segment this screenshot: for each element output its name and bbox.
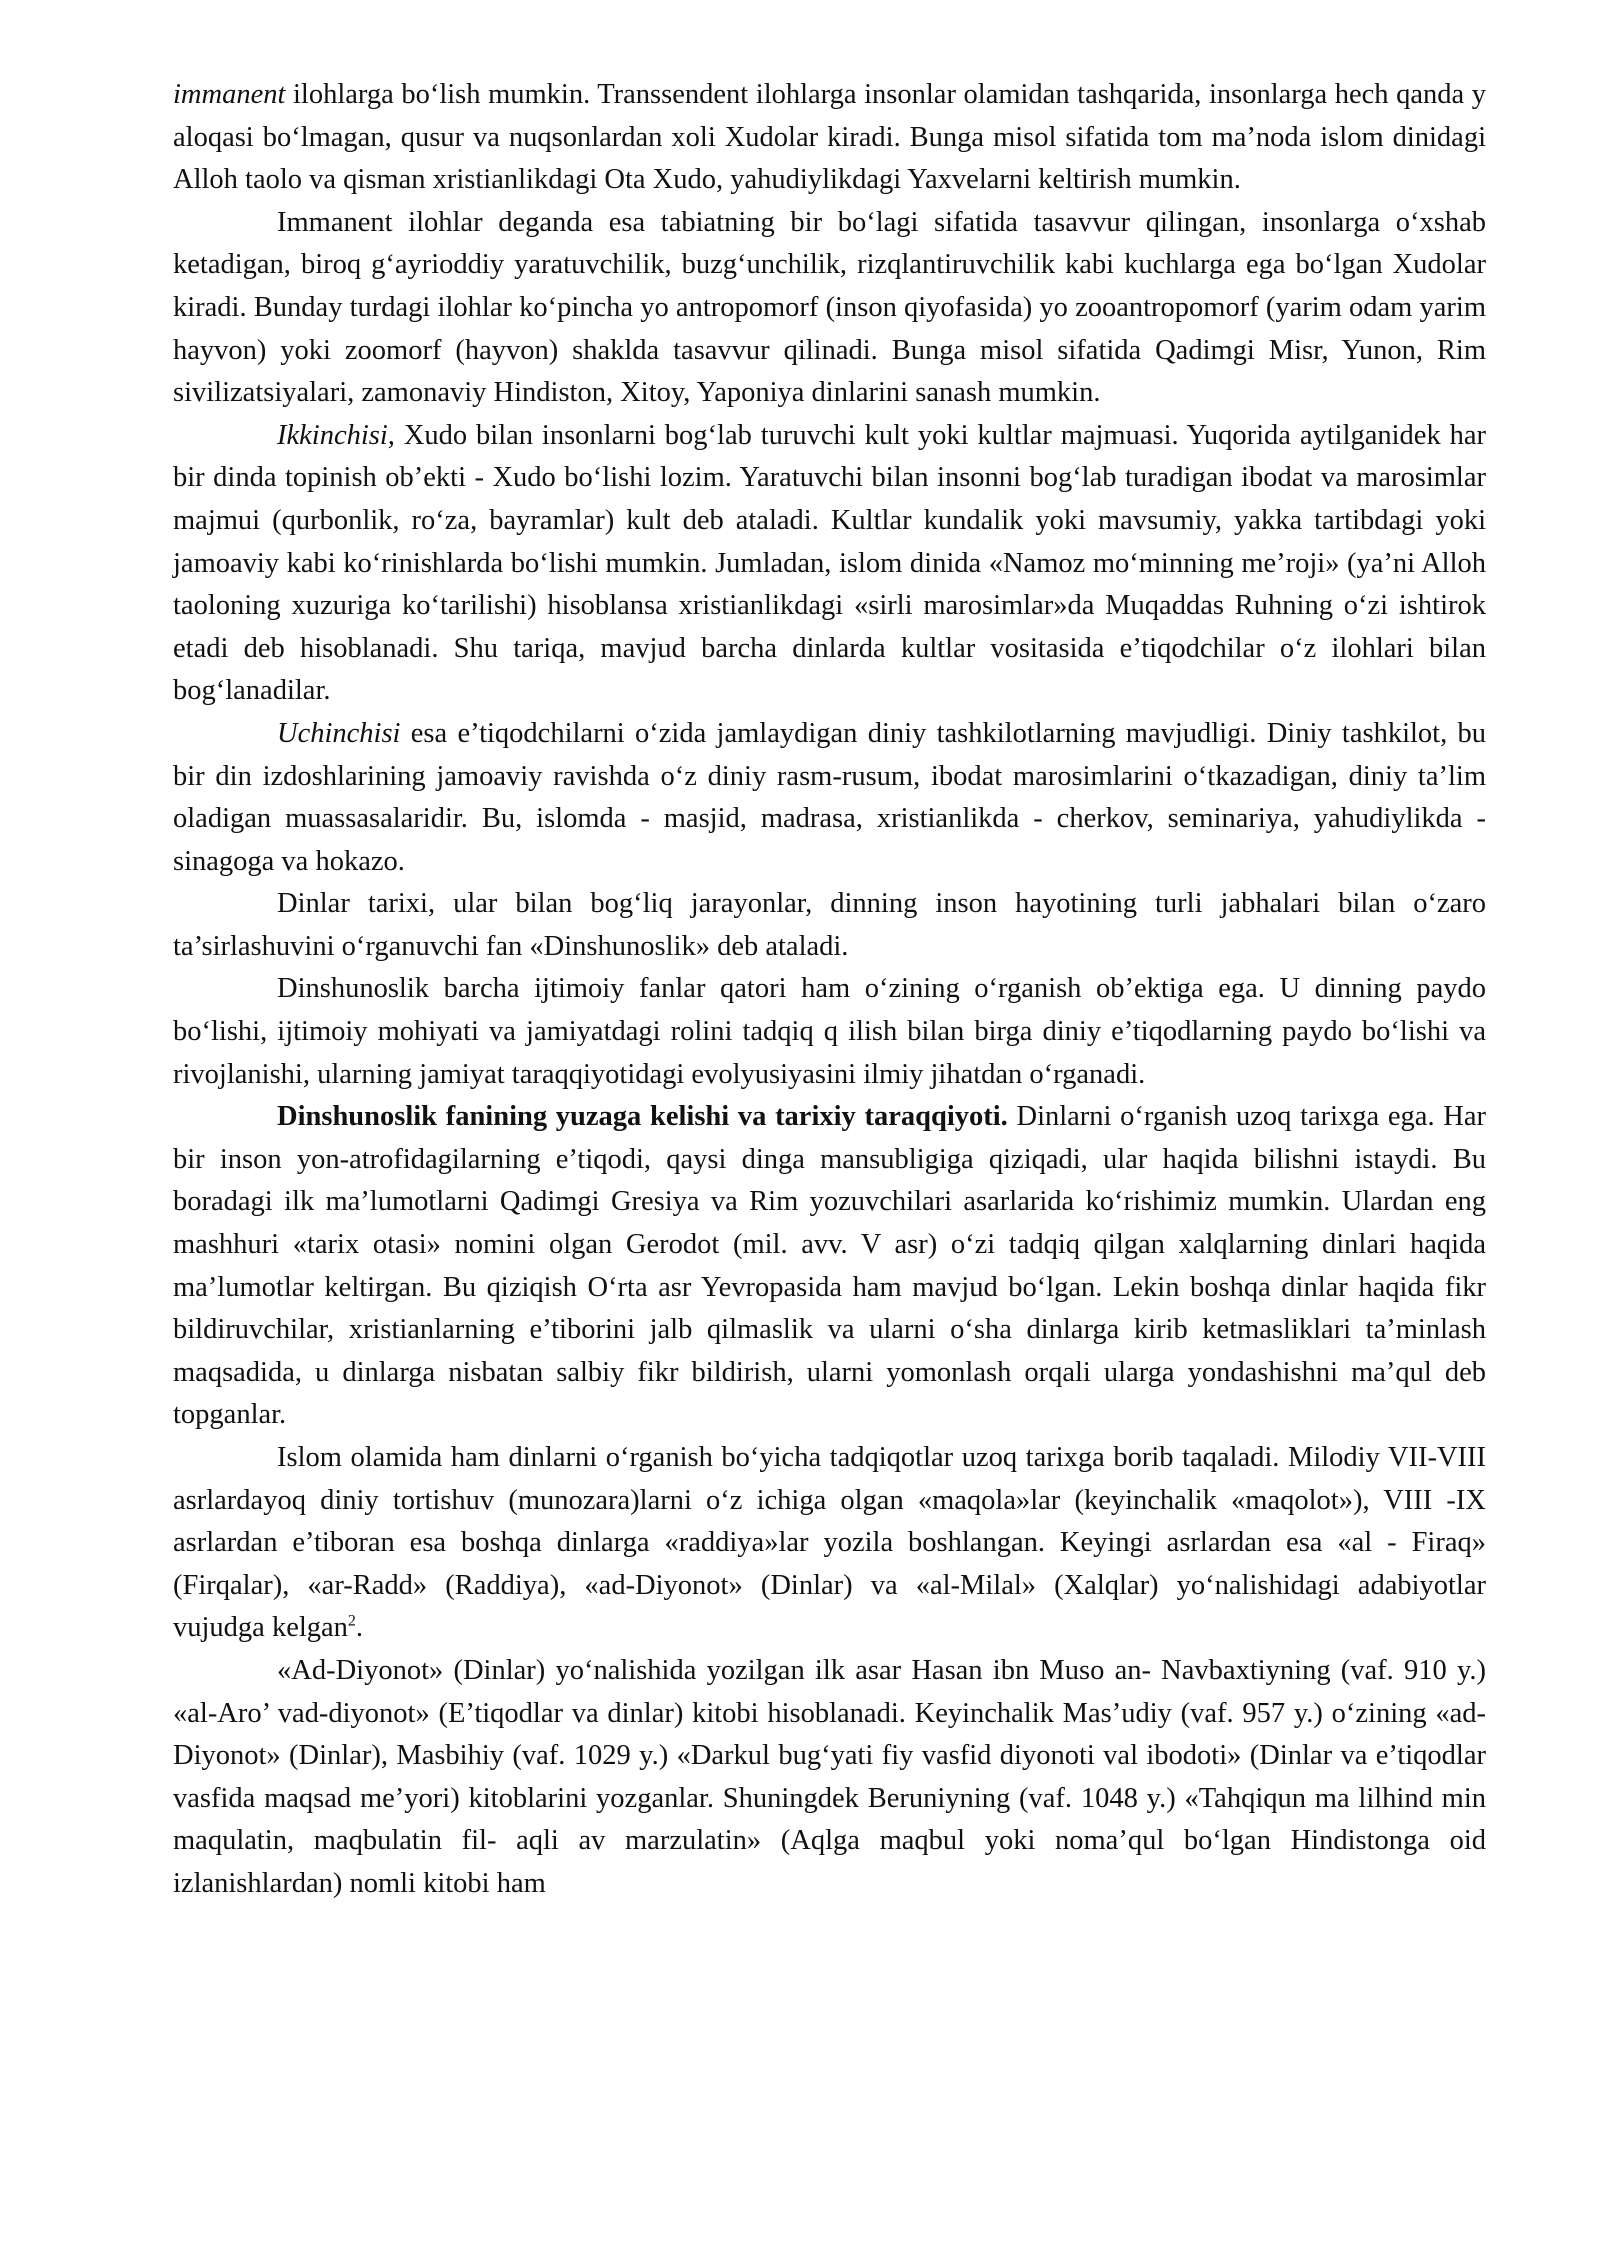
italic-term: Uchinchisi: [277, 717, 401, 749]
paragraph-text: Dinshunoslik barcha ijtimoiy fanlar qatori ham o‘zining o‘rganish ob’ektiga ega. U dinning paydo bo‘lishi, ijtimoiy mohiyati va jamiyatdagi rolini tadqiq q ilish bilan birga diniy e’tiqodlarning paydo bo‘lishi va rivojlanishi, ularning jamiyat taraqqiyotidagi evolyusiyasini ilmiy jihatdan o‘rganadi.: [173, 973, 1486, 1090]
paragraph-text: Dinlar tarixi, ular bilan bog‘liq jarayonlar, dinning inson hayotining turli jabhalari bilan o‘zaro ta’sirlashuvini o‘rganuvchi fan «Dinshunoslik» deb ataladi.: [173, 888, 1486, 962]
paragraph-text: Xudo bilan insonlarni bog‘lab turuvchi kult yoki kultlar majmuasi. Yuqorida aytilganidek har bir dinda topinish ob’ekti - Xudo bo‘lishi lozim. Yaratuvchi bilan insonni bog‘lab turadigan ibodat va marosimlar majmui (qurbonlik, ro‘za, bayramlar) kult deb ataladi. Kultlar kundalik yoki mavsumiy, yakka tartibdagi yoki jamoaviy kabi ko‘rinishlarda bo‘lishi mumkin. Jumladan, islom dinida «Namoz mo‘minning me’roji» (ya’ni Alloh taoloning xuzuriga ko‘tarilishi) hisoblansa xristianlikdagi «sirli marosimlar»da Muqaddas Ruhning o‘zi ishtirok etadi deb hisoblanadi. Shu tariqa, mavjud barcha dinlarda kultlar vositasida e’tiqodchilar o‘z ilohlari bilan bog‘lanadilar.: [173, 419, 1486, 707]
document-page: [173, 74, 1486, 1906]
section-heading: Dinshunoslik fanining yuzaga kelishi va tarixiy taraqqiyoti.: [277, 1101, 1008, 1133]
paragraph-ad-diyonot: [173, 1650, 1486, 1906]
paragraph-text: Dinlarni o‘rganish uzoq tarixga ega. Har bir inson yon-atrofidagilarning e’tiqodi, qaysi dinga mansubligiga qiziqadi, ular haqida bilishni istaydi. Bu boradagi ilk ma’lumotlarni Qadimgi Gresiya va Rim yozuvchilari asarlarida ko‘rishimiz mumkin. Ulardan eng mashhuri «tarix otasi» nomini olgan Gerodot (mil. avv. V asr) o‘zi tadqiq qilgan xalqlarning dinlari haqida ma’lumotlar keltirgan. Bu qiziqish O‘rta asr Yevropasida ham mavjud bo‘lgan. Lekin boshqa dinlar haqida fikr bildiruvchilar, xristianlarning e’tiborini jalb qilmaslik va ularni o‘sha dinlarga kirib ketmasliklari ta’minlash maqsadida, u dinlarga nisbatan salbiy fikr bildirish, ularni yomonlash orqali ularga yondashishni ma’qul deb topganlar.: [173, 1101, 1486, 1431]
paragraph-islamic-studies: [173, 1437, 1486, 1650]
paragraph-text: «Ad-Diyonot» (Dinlar) yo‘nalishida yozilgan ilk asar Hasan ibn Muso an- Navbaxtiyning (vaf. 910 y.) «al-Aro’ vad-diyonot» (E’tiqodlar va dinlar) kitobi hisoblanadi. Keyinchalik Mas’udiy (vaf. 957 y.) o‘zining «ad-Diyonot» (Dinlar), Masbihiy (vaf. 1029 y.) «Darkul bug‘yati fiy vasfid diyonoti val ibodoti» (Dinlar va e’tiqodlar vasfida maqsad me’yori) kitoblarini yozganlar. Shuningdek Beruniyning (vaf. 1048 y.) «Tahqiqun ma lilhind min maqulatin, maqbulatin fil- aqli av marzulatin» (Aqlga maqbul yoki noma’qul bo‘lgan Hindistonga oid izlanishlardan) nomli kitobi ham: [173, 1654, 1486, 1899]
paragraph-immanent-continuation: [173, 74, 1486, 202]
italic-term: immanent: [173, 79, 286, 110]
paragraph-text: Immanent ilohlar deganda esa tabiatning bir bo‘lagi sifatida tasavvur qilingan, insonlarga o‘xshab ketadigan, biroq g‘ayrioddiy yaratuvchilik, buzg‘unchilik, rizqlantiruvchilik kabi kuchlarga ega bo‘lgan Xudolar kiradi. Bunday turdagi ilohlar ko‘pincha yo antropomorf (inson qiyofasida) yo zooantropomorf (yarim odam yarim hayvon) yoki zoomorf (hayvon) shaklda tasavvur qilinadi. Bunga misol sifatida Qadimgi Misr, Yunon, Rim sivilizatsiyalari, zamonaviy Hindiston, Xitoy, Yaponiya dinlarini sanash mumkin.: [173, 206, 1486, 409]
paragraph-third-organizations: [173, 713, 1486, 883]
paragraph-immanent-gods: [173, 202, 1486, 415]
paragraph-history-of-discipline: [173, 1096, 1486, 1437]
paragraph-religious-studies-definition: [173, 883, 1486, 968]
paragraph-tail: .: [355, 1612, 364, 1644]
paragraph-text: Islom olamida ham dinlarni o‘rganish bo‘yicha tadqiqotlar uzoq tarixga borib taqaladi. Milodiy VII-VIII asrlardayoq diniy tortishuv (munozara)larni o‘z ichiga olgan «maqola»lar (keyinchalik «maqolot»), VIII -IX asrlardan e’tiboran esa boshqa dinlarga «raddiya»lar yozila boshlangan. Keyingi asrlardan esa «al - Firaq» (Firqalar), «ar-Radd» (Raddiya), «ad-Diyonot» (Dinlar) va «al-Milal» (Xalqlar) yo‘nalishidagi adabiyotlar vujudga kelgan: [173, 1442, 1486, 1644]
paragraph-text: esa e’tiqodchilarni o‘zida jamlaydigan diniy tashkilotlarning mavjudligi. Diniy tashkilot, bu bir din izdoshlarining jamoaviy ravishda o‘z diniy rasm-rusum, ibodat marosimlarini o‘tkazadigan, diniy ta’lim oladigan muassasalaridir. Bu, islomda - masjid, madrasa, xristianlikda - cherkov, seminariya, yahudiylikda - sinagoga va hokazo.: [173, 717, 1486, 877]
italic-term: Ikkinchisi,: [277, 419, 395, 451]
paragraph-religious-studies-object: [173, 968, 1486, 1096]
paragraph-text: ilohlarga bo‘lish mumkin. Transsendent ilohlarga insonlar olamidan tashqarida, insonlarga hech qanda y aloqasi bo‘lmagan, qusur va nuqsonlardan xoli Xudolar kiradi. Bunga misol sifatida tom ma’noda islom dinidagi Alloh taolo va qisman xristianlikdagi Ota Xudo, yahudiylikdagi Yaxvelarni keltirish mumkin.: [173, 79, 1486, 196]
paragraph-second-cult: [173, 415, 1486, 713]
footnote-marker[interactable]: 2: [347, 1612, 356, 1630]
